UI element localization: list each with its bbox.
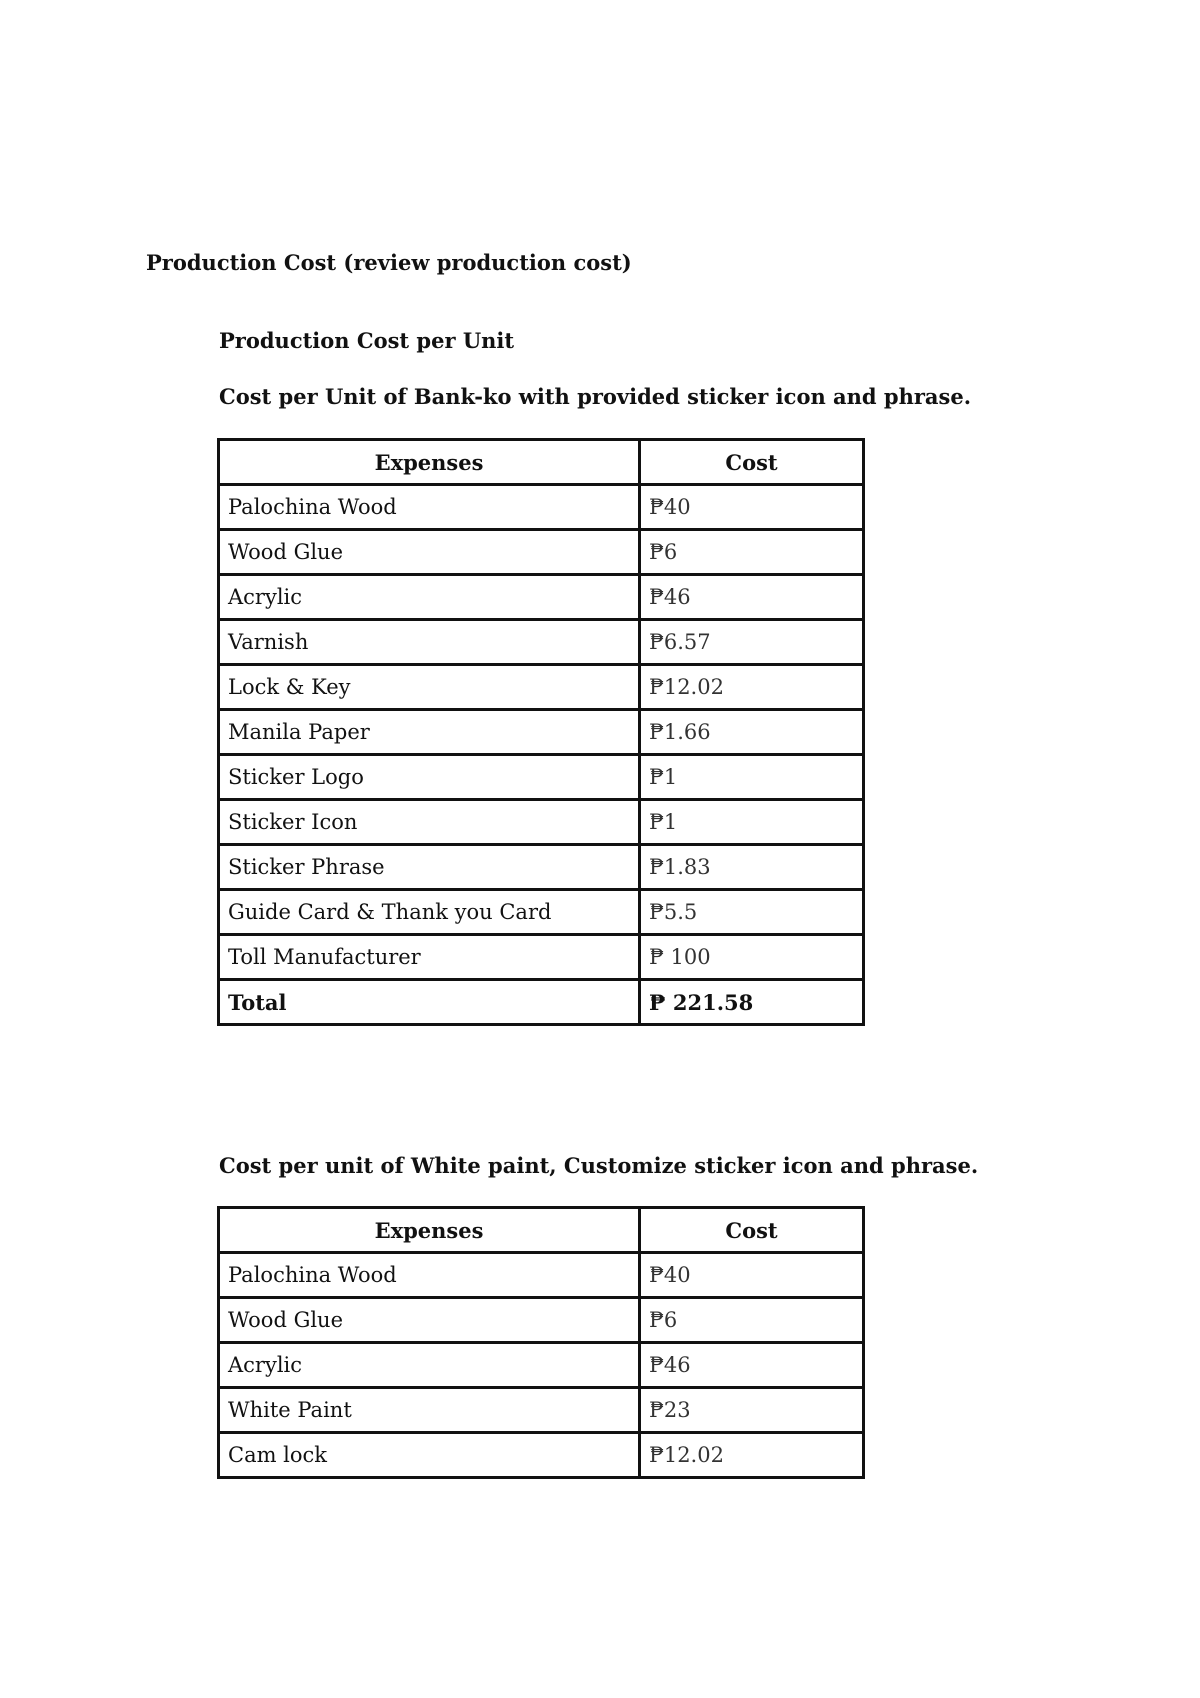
cost-cell: ₱6 — [640, 530, 864, 575]
table-row — [219, 575, 864, 620]
expense-cell: Toll Manufacturer — [219, 935, 640, 980]
expense-cell: Acrylic — [219, 575, 640, 620]
expense-cell: Sticker Phrase — [219, 845, 640, 890]
table-row — [219, 755, 864, 800]
table-row — [219, 1253, 864, 1298]
table-row — [219, 845, 864, 890]
table-header-row — [219, 440, 864, 485]
cost-cell: ₱40 — [640, 1253, 864, 1298]
cost-column-header: Cost — [640, 440, 864, 485]
white-paint-cost-table — [217, 1206, 865, 1479]
total-cost: ₱ 221.58 — [640, 980, 864, 1025]
table-row — [219, 620, 864, 665]
table-row — [219, 665, 864, 710]
cost-column-header: Cost — [640, 1208, 864, 1253]
document-heading: Production Cost (review production cost) — [146, 250, 632, 275]
expense-cell: Acrylic — [219, 1343, 640, 1388]
cost-cell: ₱1 — [640, 755, 864, 800]
table-row — [219, 800, 864, 845]
cost-cell: ₱23 — [640, 1388, 864, 1433]
table-row — [219, 1433, 864, 1478]
expense-cell: Sticker Logo — [219, 755, 640, 800]
expense-cell: Wood Glue — [219, 1298, 640, 1343]
expense-cell: Sticker Icon — [219, 800, 640, 845]
cost-cell: ₱5.5 — [640, 890, 864, 935]
table-row — [219, 935, 864, 980]
table-2-caption: Cost per unit of White paint, Customize sticker icon and phrase. — [219, 1153, 979, 1178]
table-row — [219, 710, 864, 755]
expense-cell: Palochina Wood — [219, 1253, 640, 1298]
expenses-column-header: Expenses — [219, 1208, 640, 1253]
table-row — [219, 1388, 864, 1433]
cost-cell: ₱1.83 — [640, 845, 864, 890]
cost-cell: ₱46 — [640, 575, 864, 620]
expense-cell: Wood Glue — [219, 530, 640, 575]
expense-cell: Lock & Key — [219, 665, 640, 710]
cost-cell: ₱6.57 — [640, 620, 864, 665]
expense-cell: Palochina Wood — [219, 485, 640, 530]
total-label: Total — [219, 980, 640, 1025]
expense-cell: White Paint — [219, 1388, 640, 1433]
expense-cell: Varnish — [219, 620, 640, 665]
cost-cell: ₱1.66 — [640, 710, 864, 755]
cost-cell: ₱12.02 — [640, 665, 864, 710]
expense-cell: Manila Paper — [219, 710, 640, 755]
cost-cell: ₱12.02 — [640, 1433, 864, 1478]
cost-cell: ₱1 — [640, 800, 864, 845]
cost-cell: ₱40 — [640, 485, 864, 530]
cost-cell: ₱ 100 — [640, 935, 864, 980]
table-row — [219, 1298, 864, 1343]
expenses-column-header: Expenses — [219, 440, 640, 485]
cost-cell: ₱6 — [640, 1298, 864, 1343]
table-row — [219, 1343, 864, 1388]
table-1-caption: Cost per Unit of Bank-ko with provided sticker icon and phrase. — [219, 384, 972, 409]
table-row — [219, 890, 864, 935]
table-row — [219, 530, 864, 575]
section-heading: Production Cost per Unit — [219, 328, 515, 353]
table-header-row — [219, 1208, 864, 1253]
expense-cell: Guide Card & Thank you Card — [219, 890, 640, 935]
table-row — [219, 485, 864, 530]
total-row — [219, 980, 864, 1025]
expense-cell: Cam lock — [219, 1433, 640, 1478]
cost-cell: ₱46 — [640, 1343, 864, 1388]
bank-ko-cost-table — [217, 438, 865, 1026]
